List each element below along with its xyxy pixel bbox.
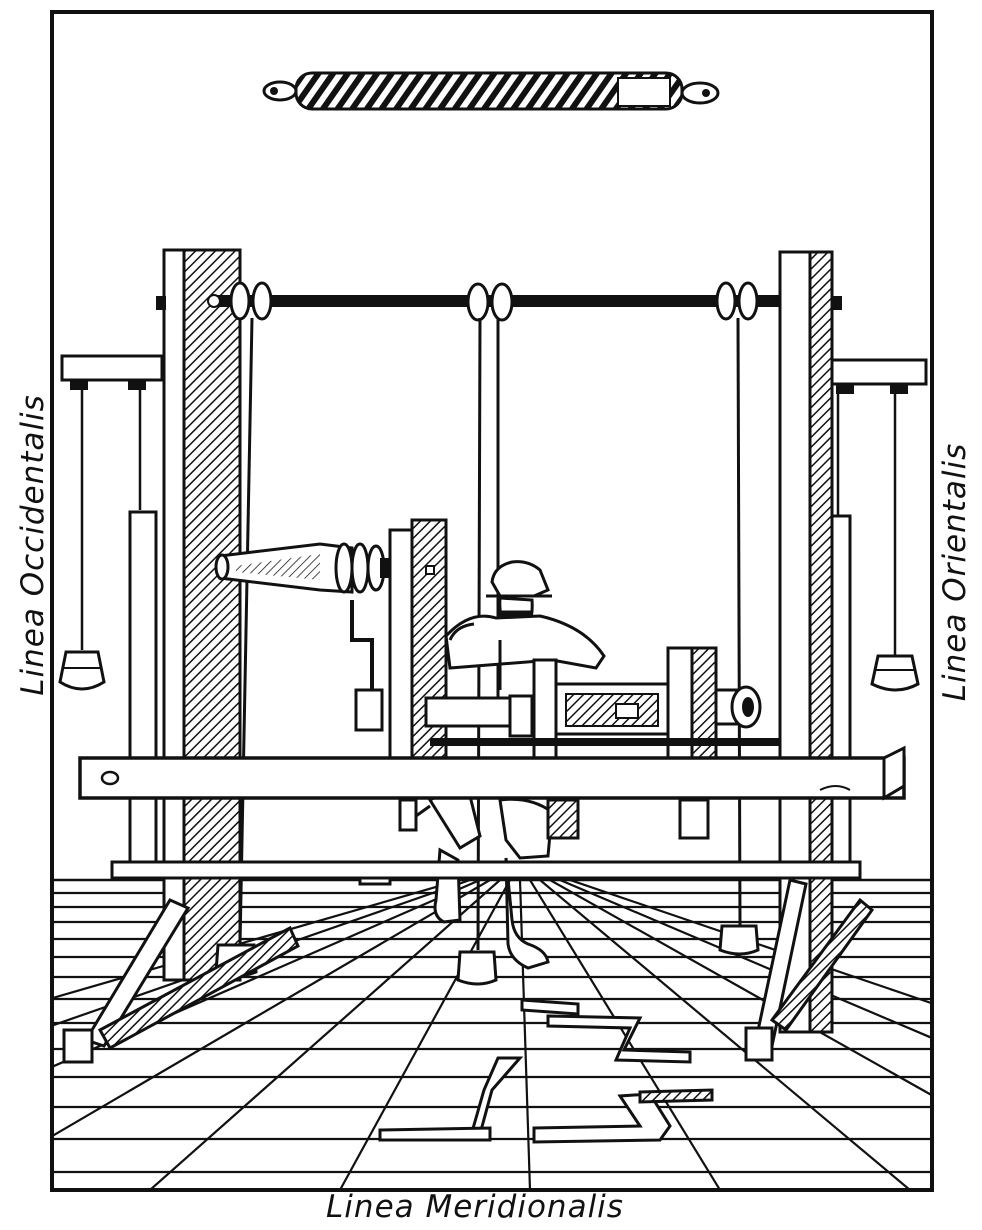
left-plumb-weight <box>60 652 104 689</box>
twisted-rope-rod <box>264 73 718 109</box>
label-linea-meridionalis: Linea Meridionalis <box>326 1189 624 1225</box>
label-linea-orientalis: Linea Orientalis <box>937 442 973 702</box>
base-rail <box>112 862 860 878</box>
label-linea-occidentalis: Linea Occidentalis <box>15 394 51 696</box>
floor-weight-right <box>720 926 758 954</box>
floor-weight-center <box>458 952 496 984</box>
right-plumb-weight <box>872 656 918 690</box>
